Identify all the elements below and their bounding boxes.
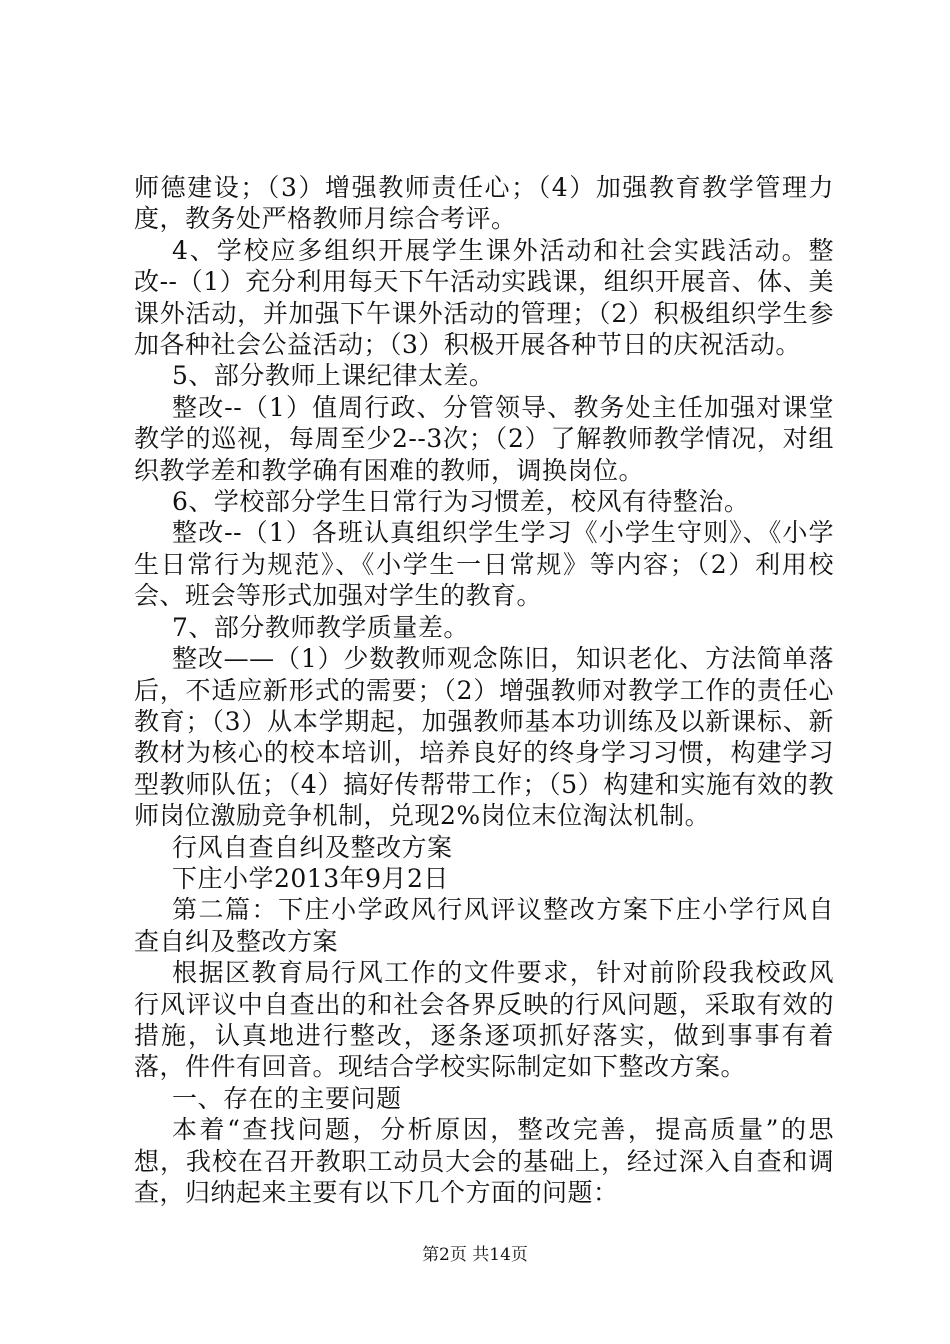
page-number-footer: 第2页 共14页 <box>422 1245 528 1265</box>
paragraph: 师德建设；（3）增强教师责任心；（4）加强教育教学管理力度，教务处严格教师月综合考评。 <box>134 173 834 234</box>
paragraph: 6、学校部分学生日常行为习惯差，校风有待整治。 <box>172 487 750 517</box>
paragraph: 整改--（1）各班认真组织学生学习《小学生守则》、《小学生日常行为规范》、《小学生一日常规》等内容；（2）利用校会、班会等形式加强对学生的教育。 <box>134 518 834 611</box>
chapter-heading: 第二篇：下庄小学政风行风评议整改方案下庄小学行风自查自纠及整改方案 <box>134 895 834 956</box>
paragraph: 整改--（1）值周行政、分管领导、教务处主任加强对课堂教学的巡视，每周至少2--3次；（2）了解教师教学情况，对组织教学差和教学确有困难的教师，调换岗位。 <box>134 392 834 485</box>
document-body <box>134 172 834 1208</box>
section-heading: 一、存在的主要问题 <box>172 1083 402 1113</box>
paragraph: 根据区教育局行风工作的文件要求，针对前阶段我校政风行风评议中自查出的和社会各界反映的行风问题，采取有效的措施，认真地进行整改，逐条逐项抓好落实，做到事事有着落，件件有回音。现结合学校实际制定如下整改方案。 <box>134 958 834 1082</box>
paragraph: 5、部分教师上课纪律太差。 <box>172 361 495 391</box>
signature-date: 下庄小学2013年9月2日 <box>172 863 449 893</box>
paragraph: 整改——（1）少数教师观念陈旧，知识老化、方法简单落后，不适应新形式的需要；（2）增强教师对教学工作的责任心教育；（3）从本学期起，加强教师基本功训练及以新课标、新教材为核心的校本培训，培养良好的终身学习习惯，构建学习型教师队伍；（4）搞好传帮带工作；（5）构建和实施有效的教师岗位激励竞争机制，兑现2%岗位末位淘汰机制。 <box>134 644 834 831</box>
paragraph: 7、部分教师教学质量差。 <box>172 612 469 642</box>
paragraph: 4、学校应多组织开展学生课外活动和社会实践活动。整改--（1）充分利用每天下午活动实践课，组织开展音、体、美课外活动，并加强下午课外活动的管理；（2）积极组织学生参加各种社会公益活动；（3）积极开展各种节日的庆祝活动。 <box>134 235 834 360</box>
paragraph: 本着“查找问题，分析原因，整改完善，提高质量”的思想，我校在召开教职工动员大会的基础上，经过深入自查和调查，归纳起来主要有以下几个方面的问题： <box>134 1115 834 1207</box>
section-title: 行风自查自纠及整改方案 <box>172 832 453 862</box>
